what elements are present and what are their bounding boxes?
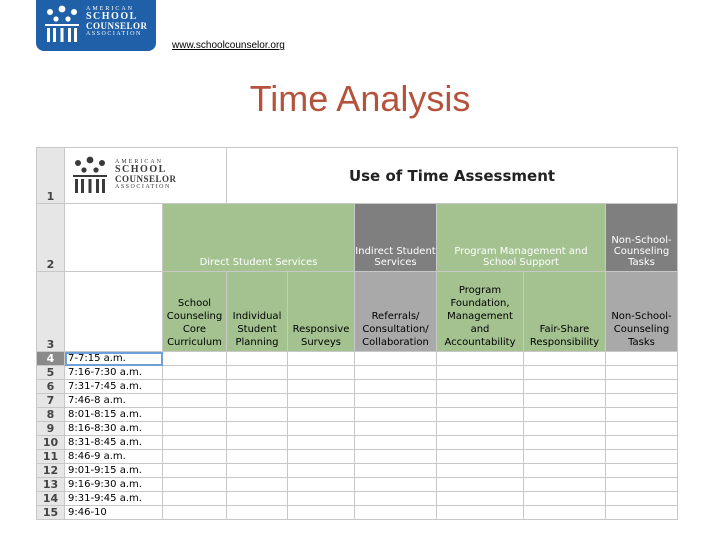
entry-cell[interactable] xyxy=(288,408,355,422)
time-row xyxy=(37,380,678,394)
entry-cell[interactable] xyxy=(606,366,678,380)
entry-cell[interactable] xyxy=(163,352,227,366)
entry-cell[interactable] xyxy=(288,394,355,408)
logo-line-counselor: COUNSELOR xyxy=(86,21,148,31)
website-link[interactable]: www.schoolcounselor.org xyxy=(172,40,285,51)
entry-cell[interactable] xyxy=(606,450,678,464)
entry-cell[interactable] xyxy=(437,366,524,380)
entry-cell[interactable] xyxy=(163,380,227,394)
row-number[interactable]: 1 xyxy=(37,148,65,204)
time-row xyxy=(37,366,678,380)
row-number[interactable]: 6 xyxy=(37,380,65,394)
entry-cell[interactable] xyxy=(606,464,678,478)
entry-cell[interactable] xyxy=(524,464,606,478)
entry-cell[interactable] xyxy=(437,506,524,520)
time-row xyxy=(37,478,678,492)
logo-line-association: ASSOCIATION xyxy=(86,31,142,37)
sheet-logo xyxy=(65,151,226,201)
entry-cell[interactable] xyxy=(163,436,227,450)
entry-cell[interactable] xyxy=(437,352,524,366)
time-rows xyxy=(37,352,678,520)
people-icon xyxy=(42,4,82,44)
entry-cell[interactable] xyxy=(355,506,437,520)
logo-line-school: SCHOOL xyxy=(86,11,138,22)
spreadsheet xyxy=(36,147,679,519)
time-slot-cell[interactable]: 9:31-9:45 a.m. xyxy=(65,492,163,506)
entry-cell[interactable] xyxy=(227,450,288,464)
time-row xyxy=(37,352,678,366)
entry-cell[interactable] xyxy=(288,450,355,464)
entry-cell[interactable] xyxy=(163,450,227,464)
entry-cell[interactable] xyxy=(524,492,606,506)
logo-line-association: ASSOCIATION xyxy=(115,183,171,190)
time-slot-cell[interactable]: 8:16-8:30 a.m. xyxy=(65,422,163,436)
row-number[interactable]: 2 xyxy=(37,204,65,272)
entry-cell[interactable] xyxy=(606,394,678,408)
entry-cell[interactable] xyxy=(227,464,288,478)
row-number[interactable]: 13 xyxy=(37,478,65,492)
row-number[interactable]: 3 xyxy=(37,272,65,352)
header-referrals[interactable]: Referrals/ Consultation/ Collaboration xyxy=(355,272,437,352)
entry-cell[interactable] xyxy=(288,464,355,478)
entry-cell[interactable] xyxy=(163,506,227,520)
time-row xyxy=(37,506,678,520)
entry-cell[interactable] xyxy=(524,436,606,450)
sheet-title[interactable]: Use of Time Assessment xyxy=(227,148,678,204)
time-slot-cell[interactable]: 9:46-10 xyxy=(65,506,163,520)
time-slot-cell[interactable]: 8:01-8:15 a.m. xyxy=(65,408,163,422)
people-icon xyxy=(68,155,112,195)
entry-cell[interactable] xyxy=(163,478,227,492)
entry-cell[interactable] xyxy=(227,408,288,422)
group-indirect-student-services[interactable]: Indirect Student Services xyxy=(355,204,437,272)
time-slot-cell[interactable]: 7:16-7:30 a.m. xyxy=(65,366,163,380)
time-row xyxy=(37,422,678,436)
time-row xyxy=(37,436,678,450)
time-row xyxy=(37,408,678,422)
time-row xyxy=(37,450,678,464)
entry-cell[interactable] xyxy=(288,352,355,366)
entry-cell[interactable] xyxy=(355,394,437,408)
entry-cell[interactable] xyxy=(524,394,606,408)
entry-cell[interactable] xyxy=(437,478,524,492)
entry-cell[interactable] xyxy=(355,492,437,506)
entry-cell[interactable] xyxy=(355,422,437,436)
entry-cell[interactable] xyxy=(437,492,524,506)
entry-cell[interactable] xyxy=(606,478,678,492)
time-slot-cell[interactable]: 9:16-9:30 a.m. xyxy=(65,478,163,492)
entry-cell[interactable] xyxy=(288,478,355,492)
entry-cell[interactable] xyxy=(163,408,227,422)
header-core-curriculum[interactable]: School Counseling Core Curriculum xyxy=(163,272,227,352)
entry-cell[interactable] xyxy=(163,492,227,506)
entry-cell[interactable] xyxy=(606,408,678,422)
entry-cell[interactable] xyxy=(227,380,288,394)
entry-cell[interactable] xyxy=(163,366,227,380)
row-number[interactable]: 5 xyxy=(37,366,65,380)
entry-cell[interactable] xyxy=(524,408,606,422)
time-slot-cell[interactable]: 7-7:15 a.m. xyxy=(65,352,163,366)
entry-cell[interactable] xyxy=(437,422,524,436)
group-direct-student-services[interactable]: Direct Student Services xyxy=(163,204,355,272)
entry-cell[interactable] xyxy=(437,450,524,464)
header-non-school-tasks[interactable]: Non-School-Counseling Tasks xyxy=(606,272,678,352)
entry-cell[interactable] xyxy=(606,380,678,394)
entry-cell[interactable] xyxy=(163,422,227,436)
time-assessment-table xyxy=(36,147,678,520)
entry-cell[interactable] xyxy=(355,352,437,366)
time-slot-cell[interactable]: 7:46-8 a.m. xyxy=(65,394,163,408)
entry-cell[interactable] xyxy=(437,408,524,422)
entry-cell[interactable] xyxy=(355,450,437,464)
time-slot-cell[interactable]: 8:31-8:45 a.m. xyxy=(65,436,163,450)
entry-cell[interactable] xyxy=(524,380,606,394)
entry-cell[interactable] xyxy=(524,422,606,436)
time-row xyxy=(37,492,678,506)
empty-cell[interactable] xyxy=(65,272,163,352)
entry-cell[interactable] xyxy=(524,478,606,492)
row-number[interactable]: 11 xyxy=(37,450,65,464)
entry-cell[interactable] xyxy=(227,394,288,408)
time-slot-cell[interactable]: 9:01-9:15 a.m. xyxy=(65,464,163,478)
row-number[interactable]: 7 xyxy=(37,394,65,408)
entry-cell[interactable] xyxy=(355,366,437,380)
entry-cell[interactable] xyxy=(355,380,437,394)
entry-cell[interactable] xyxy=(227,352,288,366)
entry-cell[interactable] xyxy=(163,394,227,408)
entry-cell[interactable] xyxy=(606,422,678,436)
time-slot-cell[interactable]: 7:31-7:45 a.m. xyxy=(65,380,163,394)
entry-cell[interactable] xyxy=(606,506,678,520)
sheet-row-2 xyxy=(37,204,678,272)
entry-cell[interactable] xyxy=(288,492,355,506)
entry-cell[interactable] xyxy=(227,422,288,436)
entry-cell[interactable] xyxy=(437,436,524,450)
entry-cell[interactable] xyxy=(163,464,227,478)
group-program-management[interactable]: Program Management and School Support xyxy=(437,204,606,272)
time-row xyxy=(37,394,678,408)
entry-cell[interactable] xyxy=(606,436,678,450)
row-number[interactable]: 12 xyxy=(37,464,65,478)
time-slot-cell[interactable]: 8:46-9 a.m. xyxy=(65,450,163,464)
entry-cell[interactable] xyxy=(437,464,524,478)
entry-cell[interactable] xyxy=(437,380,524,394)
entry-cell[interactable] xyxy=(227,492,288,506)
entry-cell[interactable] xyxy=(524,352,606,366)
logo-line-school: SCHOOL xyxy=(115,163,167,175)
entry-cell[interactable] xyxy=(437,394,524,408)
entry-cell[interactable] xyxy=(606,492,678,506)
group-non-school-counseling[interactable]: Non-School-Counseling Tasks xyxy=(606,204,678,272)
empty-cell[interactable] xyxy=(65,204,163,272)
logo-line-american: AMERICAN xyxy=(115,158,164,165)
row-number[interactable]: 15 xyxy=(37,506,65,520)
logo-line-american: AMERICAN xyxy=(86,6,135,12)
row-number[interactable]: 14 xyxy=(37,492,65,506)
entry-cell[interactable] xyxy=(227,506,288,520)
entry-cell[interactable] xyxy=(355,408,437,422)
row-number[interactable]: 9 xyxy=(37,422,65,436)
entry-cell[interactable] xyxy=(524,366,606,380)
header-fair-share[interactable]: Fair-Share Responsibility xyxy=(524,272,606,352)
row-number[interactable]: 4 xyxy=(37,352,65,366)
sheet-logo-wordmark xyxy=(115,159,177,190)
sheet-row-3 xyxy=(37,272,678,352)
sheet-row-1 xyxy=(37,148,678,204)
entry-cell[interactable] xyxy=(227,366,288,380)
entry-cell[interactable] xyxy=(606,352,678,366)
entry-cell[interactable] xyxy=(227,478,288,492)
entry-cell[interactable] xyxy=(288,436,355,450)
sheet-logo-cell xyxy=(65,148,227,204)
entry-cell[interactable] xyxy=(355,464,437,478)
header-individual-planning[interactable]: Individual Student Planning xyxy=(227,272,288,352)
logo-line-counselor: COUNSELOR xyxy=(115,173,177,184)
page-title: Time Analysis xyxy=(249,78,471,119)
row-number[interactable]: 8 xyxy=(37,408,65,422)
logo-wordmark xyxy=(86,6,148,37)
entry-cell[interactable] xyxy=(355,478,437,492)
entry-cell[interactable] xyxy=(227,436,288,450)
entry-cell[interactable] xyxy=(288,506,355,520)
entry-cell[interactable] xyxy=(288,380,355,394)
entry-cell[interactable] xyxy=(524,506,606,520)
row-number[interactable]: 10 xyxy=(37,436,65,450)
header-program-foundation[interactable]: Program Foundation, Management and Accountability xyxy=(437,272,524,352)
header-responsive-surveys[interactable]: Responsive Surveys xyxy=(288,272,355,352)
asca-logo xyxy=(36,0,156,51)
entry-cell[interactable] xyxy=(524,450,606,464)
entry-cell[interactable] xyxy=(288,366,355,380)
entry-cell[interactable] xyxy=(288,422,355,436)
entry-cell[interactable] xyxy=(355,436,437,450)
time-row xyxy=(37,464,678,478)
